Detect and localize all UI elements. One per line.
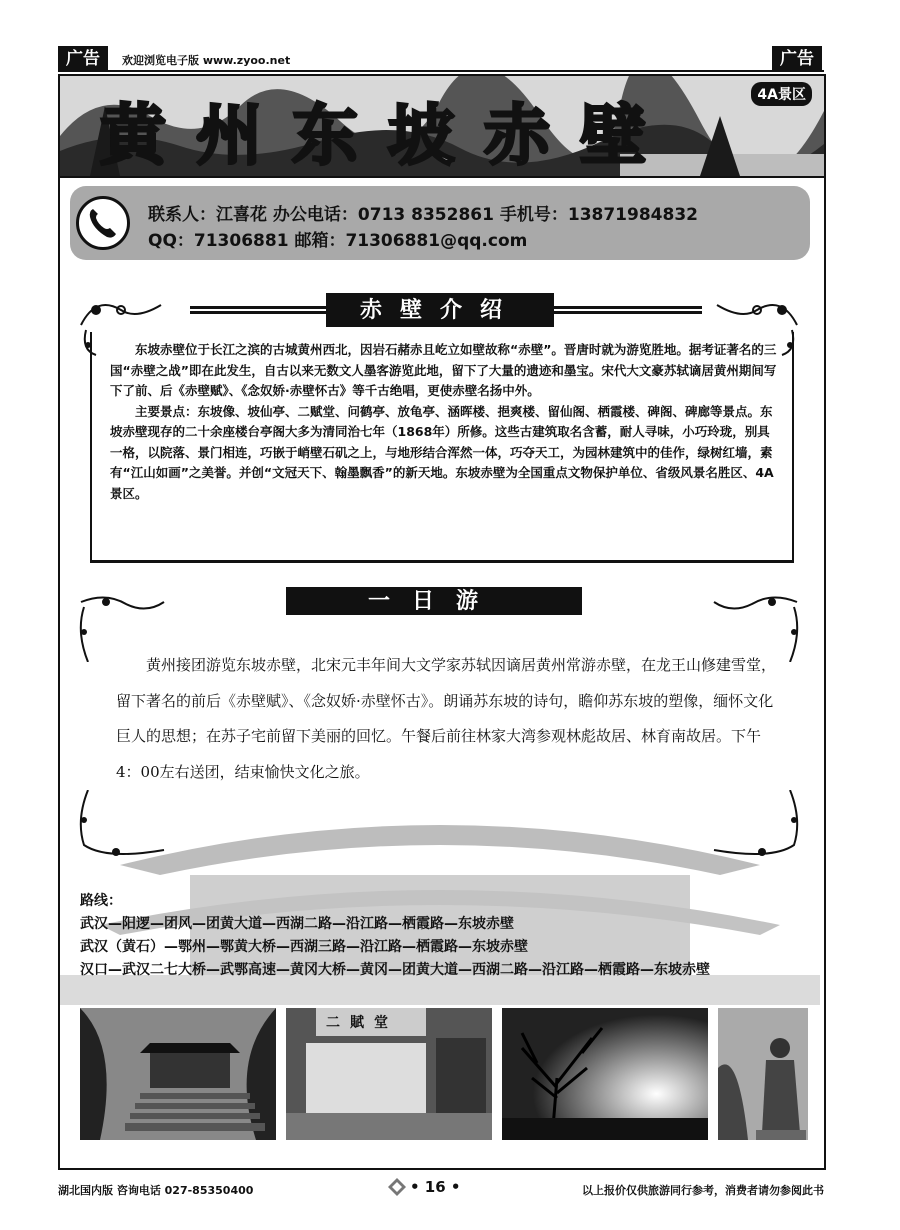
day-tour-heading: 一日游 — [286, 587, 582, 615]
footer-left: 湖北国内版 咨询电话 027-85350400 — [58, 1184, 254, 1197]
route-1: 武汉—阳逻—团风—团黄大道—西湖二路—沿江路—栖霞路—东坡赤壁 — [80, 916, 514, 932]
rating-badge: 4A景区 — [751, 82, 812, 106]
heading-rule-right — [554, 306, 702, 314]
photo-stairs — [80, 1008, 276, 1140]
ad-label-right: 广告 — [772, 46, 822, 72]
site-url[interactable]: 欢迎浏览电子版 www.zyoo.net — [122, 54, 291, 67]
contact-line-2: QQ：71306881 邮箱：71306881@qq.com — [148, 231, 528, 251]
day-tour-text-block — [116, 648, 776, 790]
contact-box — [70, 186, 810, 260]
title-banner — [58, 74, 826, 178]
heading-rule-left — [190, 306, 326, 314]
ad-label-left: 广告 — [58, 46, 108, 72]
intro-paragraph-2: 主要景点：东坡像、坡仙亭、二赋堂、问鹤亭、放龟亭、涵晖楼、挹爽楼、留仙阁、栖霞楼、碑阁、碑廊等景点。东坡赤壁现存的二十余座楼台亭阁大多为清同治七年（1868年）所修。这些古建筑取名含蓄，耐人寻味，小巧玲珑，别具一格，以院落、景门相连，巧嵌于峭壁石矶之上，与地形结合浑然一体，巧夺天工，为园林建筑中的佳作，绿树红墙，素有“江山如画”之美誉。并创“文冠天下、翰墨飘香”的新天地。东坡赤壁为全国重点文物保护单位、省级风景名胜区、4A景区。 — [110, 403, 774, 501]
routes — [80, 890, 710, 982]
photo-tree-sunset — [502, 1008, 708, 1140]
contact-line-1: 联系人：江喜花 办公电话：0713 8352861 手机号：13871984832 — [148, 205, 698, 225]
route-3: 汉口—武汉二七大桥—武鄂高速—黄冈大桥—黄冈—团黄大道—西湖二路—沿江路—栖霞路—东坡赤壁 — [80, 962, 710, 978]
photo-statue — [718, 1008, 808, 1140]
top-divider — [58, 70, 824, 72]
route-2: 武汉（黄石）—鄂州—鄂黄大桥—西湖三路—沿江路—栖霞路—东坡赤壁 — [80, 939, 528, 955]
footer-right: 以上报价仅供旅游同行参考，消费者请勿参阅此书 — [582, 1184, 824, 1197]
phone-icon — [76, 196, 130, 250]
intro-paragraph-1: 东坡赤壁位于长江之滨的古城黄州西北，因岩石赭赤且屹立如壁故称“赤壁”。晋唐时就为游览胜地。据考证著名的三国“赤壁之战”即在此发生，自古以来无数文人墨客游览此地，留下了大量的遗迹和墨宝。宋代大文豪苏轼谪居黄州期间写下了前、后《赤壁赋》、《念奴娇·赤壁怀古》等千古绝唱，更使赤壁名扬中外。 — [110, 342, 777, 398]
photo-hall — [286, 1008, 492, 1140]
intro-heading: 赤壁介绍 — [326, 293, 554, 327]
banner-title: 黄州东坡赤壁 — [100, 96, 676, 174]
routes-label: 路线： — [80, 893, 122, 909]
hall-plaque-text: 二賦堂 — [326, 1015, 398, 1031]
page-diamond-icon — [388, 1178, 406, 1196]
intro-text — [110, 340, 778, 504]
page-number: • 16 • — [410, 1178, 461, 1196]
day-tour-text: 黄州接团游览东坡赤壁，北宋元丰年间大文学家苏轼因谪居黄州常游赤壁，在龙王山修建雪堂，留下著名的前后《赤壁赋》、《念奴娇·赤壁怀古》。朗诵苏东坡的诗句，瞻仰苏东坡的塑像，缅怀文化巨人的思想；在苏子宅前留下美丽的回忆。午餐后前往林家大湾参观林彪故居、林育南故居。下午4：00左右送团，结束愉快文化之旅。 — [116, 656, 777, 781]
